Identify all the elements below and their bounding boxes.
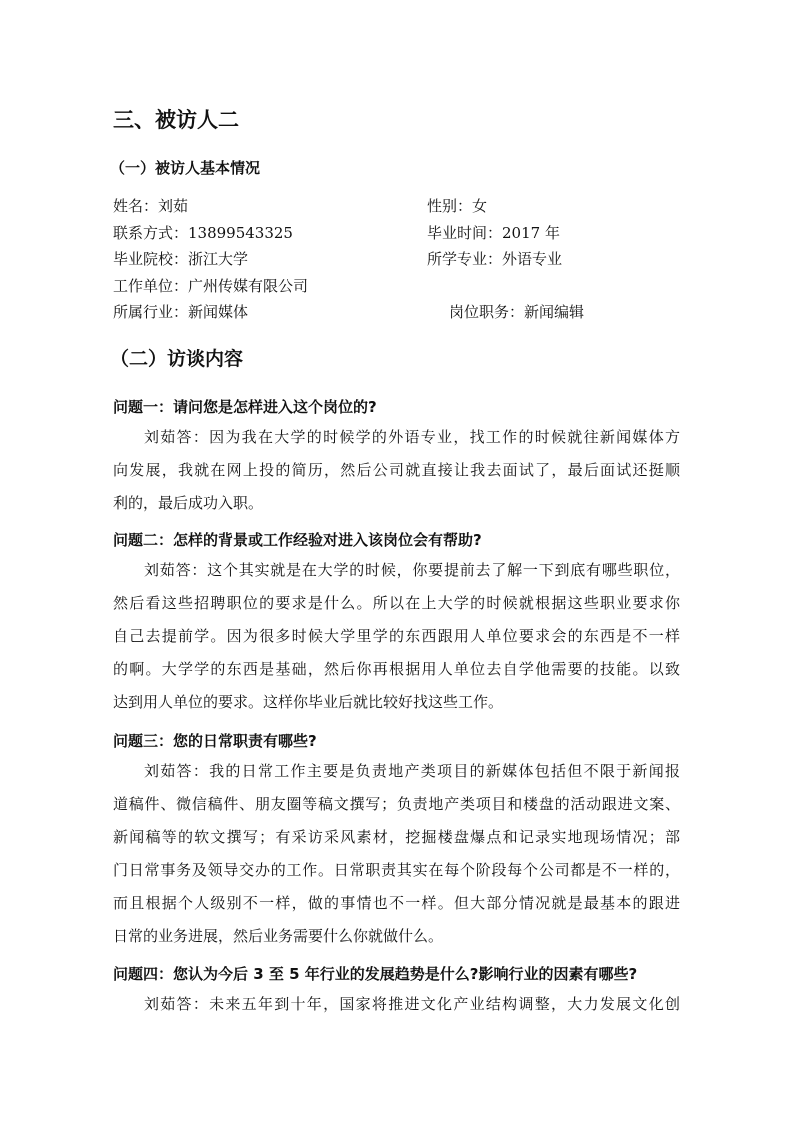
info-major: 所学专业：外语专业 (427, 250, 563, 268)
answer-line: 刘茹答：这个其实就是在大学的时候，你要提前去了解一下到底有哪些职位， (144, 561, 680, 579)
info-position: 岗位职务：新闻编辑 (449, 303, 585, 321)
info-school: 毕业院校：浙江大学 (113, 250, 249, 268)
question-3: 问题三：您的日常职责有哪些? (113, 732, 317, 750)
answer-line: 利的，最后成功入职。 (113, 494, 264, 512)
question-2: 问题二：怎样的背景或工作经验对进入该岗位会有帮助? (113, 531, 482, 549)
info-name: 姓名：刘茹 (113, 197, 189, 215)
info-row (113, 273, 683, 300)
info-industry: 所属行业：新闻媒体 (113, 303, 249, 321)
answer-line: 道稿件、微信稿件、朋友圈等稿文撰写；负责地产类项目和楼盘的活动跟进文案、 (113, 795, 680, 813)
info-graduation-time: 毕业时间：2017 年 (427, 223, 560, 242)
answer-line: 刘茹答：我的日常工作主要是负责地产类项目的新媒体包括但不限于新闻报 (144, 762, 680, 780)
answer-2 (113, 554, 680, 719)
section-title: 三、被访人二 (113, 108, 239, 132)
answer-line: 门日常事务及领导交办的工作。日常职责其实在每个阶段每个公司都是不一样的， (113, 861, 680, 879)
question-1: 问题一：请问您是怎样进入这个岗位的? (113, 398, 377, 416)
info-employer: 工作单位：广州传媒有限公司 (113, 276, 309, 295)
basic-info-heading: （一）被访人基本情况 (110, 159, 261, 177)
info-row (113, 246, 683, 273)
info-gender: 性别：女 (427, 197, 488, 215)
answer-line: 达到用人单位的要求。这样你毕业后就比较好找这些工作。 (113, 693, 504, 711)
answer-line: 向发展，我就在网上投的简历，然后公司就直接让我去面试了，最后面试还挺顺 (113, 461, 680, 479)
answer-line: 而且根据个人级别不一样，做的事情也不一样。但大部分情况就是最基本的跟进 (113, 894, 680, 912)
interview-heading: （二）访谈内容 (110, 348, 244, 370)
info-row (113, 220, 683, 247)
answer-3 (113, 755, 680, 953)
basic-info-table (113, 193, 683, 326)
info-row (113, 299, 683, 326)
answer-line: 的啊。大学学的东西是基础，然后你再根据用人单位去自学他需要的技能。以致 (113, 660, 680, 678)
info-row (113, 193, 683, 220)
answer-line: 然后看这些招聘职位的要求是什么。所以在上大学的时候就根据这些职业要求你 (113, 594, 680, 612)
answer-line: 刘茹答：未来五年到十年，国家将推进文化产业结构调整，大力发展文化创 (144, 995, 680, 1013)
answer-line: 日常的业务进展，然后业务需要什么你就做什么。 (113, 927, 444, 945)
answer-line: 刘茹答：因为我在大学的时候学的外语专业，找工作的时候就往新闻媒体方 (144, 428, 680, 446)
answer-line: 自己去提前学。因为很多时候大学里学的东西跟用人单位要求会的东西是不一样 (113, 627, 680, 645)
answer-line: 新闻稿等的软文撰写；有采访采风素材，挖掘楼盘爆点和记录实地现场情况；部 (113, 828, 680, 846)
answer-1 (113, 421, 680, 520)
question-4: 问题四：您认为今后 3 至 5 年行业的发展趋势是什么?影响行业的因素有哪些? (113, 965, 638, 983)
answer-4 (113, 988, 680, 1021)
info-contact: 联系方式：13899543325 (113, 223, 293, 242)
